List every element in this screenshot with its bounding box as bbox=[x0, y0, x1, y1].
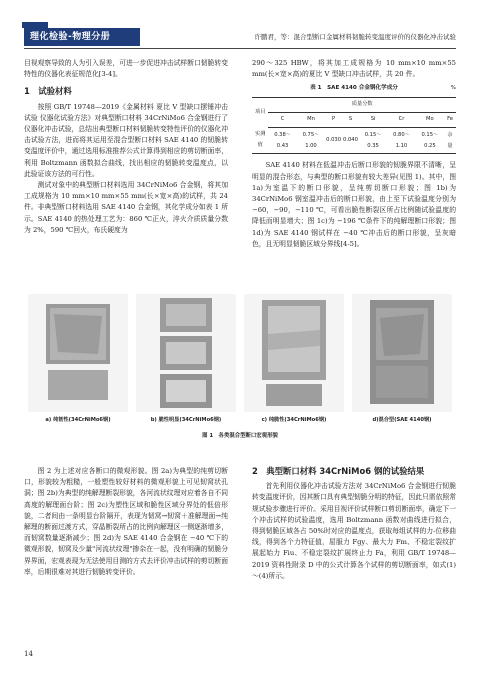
table-cell: 0.15～0.35 bbox=[364, 131, 382, 149]
section-1-paragraph-2: 测试对象中的典型断口材料选用 34CrNiMo6 合金钢，将其加工成规格为 10 mm×10 mm×55 mm(长×宽×高)的试样，共 24 件。非典型断口材料选用 SAE 4140 合金钢，其化学成分如表 1 所示。SAE 4140 的热处理工艺为：860 ℃正火，淬火介质质量分数为 2%，590 ℃回火，布氏硬度为 bbox=[24, 181, 228, 234]
fracture-photo-c bbox=[244, 294, 344, 412]
composition-table bbox=[252, 97, 456, 155]
fracture-photo-d bbox=[352, 294, 452, 412]
table-row-label: 实测值 bbox=[255, 131, 266, 149]
table-1-caption bbox=[252, 83, 456, 94]
right-paragraph-2: SAE 4140 材料在低温冲击后断口形貌的韧脆界限不清晰，呈明显的混合形态，与典型的断口形貌有较大差异(见图 1)。其中，图 1a)为室温下的断口形貌，呈纯剪切断口形貌；图 1b)为 34CrNiMo6 钢室温冲击后的断口形貌，由上至下试验温度分别为 −60，−90，−110 ℃，可看出脆性断裂区所占比例随试验温度的降低而明显增大；图 1c)为 −196 ℃条件下的纯解理断口形貌；图 1d)为 SAE 4140 钢试样在 −40 ℃冲击后的断口形貌，呈灰暗色，且无明显韧脆区域分界线[4-5]。 bbox=[252, 161, 456, 248]
section-2-paragraph-1: 首先利用仪器化冲击试验方法对 34CrNiMo6 合金钢进行韧脆转变温度评价，因其断口具有典型韧脆分明的特征，因此只需依照常规试验步骤进行评价。采用目视评价试样断口剪切断面率，确定下一个冲击试样的试验温度，选用 Boltzmann 函数对曲线进行拟合，得到韧脆区域各占 50%时对应的温度点，获取每组试样的力-位移曲线，得到各个力特征值，屈服力 Fgy、最大力 Fm、不稳定裂纹扩展起始力 Fiu、不稳定裂纹扩展终止力 Fa，利用 GB/T 19748—2019 资料性附录 D 中的公式计算各个试样的剪切断面率，如式(1)～(4)所示。 bbox=[252, 482, 456, 580]
journal-logo bbox=[24, 28, 140, 46]
table-1-unit: % bbox=[450, 85, 456, 92]
table-header-item: 项目 bbox=[255, 108, 266, 115]
fracture-photo-a bbox=[28, 294, 128, 412]
panel-label-b: b) 脆性明显(34CrNiMo6钢) bbox=[150, 417, 222, 423]
section-1-paragraph-1: 按照 GB/T 19748—2019《金属材料 夏比 V 型缺口摆锤冲击试验 仪器化试验方法》对典型断口材料 34CrNiMo6 合金钢进行了仪器化冲击试验，总结出典型断口材料韧脆转变特性评价的仪器化冲击试验方法，进而将其运用至混合型断口材料 SAE 4140 的韧脆转变温度评价中，通过选用标准推荐公式计算得到相应的剪切断面率，利用 Boltzmann 函数拟合曲线，找出相应的韧脆转变温度点，以此验证该方法的可行性。 bbox=[24, 102, 228, 178]
table-col-header: S bbox=[342, 112, 359, 127]
table-cell: 0.030 bbox=[326, 137, 342, 144]
figure-1-caption: 图 1 各类混合型断口宏观形貌 bbox=[202, 433, 278, 439]
running-title: 许鹏君，等：混合型断口金属材料韧脆转变温度评价的仪器化冲击试验 bbox=[254, 33, 456, 41]
page-number: 14 bbox=[24, 650, 33, 658]
table-col-header: Mn bbox=[297, 112, 325, 127]
journal-logo-text: 理化检验-物理分册 bbox=[30, 32, 111, 42]
table-col-header: Si bbox=[359, 112, 387, 127]
figure-1 bbox=[24, 286, 456, 446]
section-2-title: 2 典型断口材料 34CrNiMo6 钢的试验结果 bbox=[252, 466, 425, 476]
table-col-header: Cr bbox=[387, 112, 415, 127]
right-paragraph-1: 290～325 HBW，将其加工成规格为 10 mm×10 mm×55 mm(长×宽×高)的夏比 V 型缺口冲击试样，共 20 件。 bbox=[252, 59, 456, 79]
intro-paragraph: 目视观察导致的人为引入误差，可进一步促进冲击试样断口韧脆转变特性的仪器化表征规范化[3-4]。 bbox=[24, 59, 228, 79]
panel-label-d: d)混合型(SAE 4140钢) bbox=[372, 417, 432, 423]
table-cell: 0.80～1.10 bbox=[393, 131, 410, 149]
table-col-header: Fe bbox=[444, 112, 456, 127]
panel-label-a: a) 纯韧性(34CrNiMo6钢) bbox=[45, 417, 111, 423]
table-1-caption-text: 表 1 SAE 4140 合金钢化学成分 bbox=[310, 85, 398, 92]
table-cell: 0.38～0.43 bbox=[274, 131, 291, 149]
table-header-group: 质量分数 bbox=[268, 97, 456, 112]
bottom-left-column bbox=[24, 466, 228, 578]
bottom-right-column bbox=[252, 466, 456, 582]
table-col-header: C bbox=[268, 112, 296, 127]
table-col-header: P bbox=[325, 112, 342, 127]
figure-2-paragraph: 图 2 为上述对应各断口的微观形貌。图 2a)为典型的纯剪切断口，形貌较为粗糙，一般塑性较好材料的微观形貌上可见韧窝状孔洞；图 2b)为典型的纯解理断裂形貌，各河流状纹理对应着各自不同高度的解理面台阶；图 2c)为塑性区域和脆性区域分界处的低倍形貌，二者间由一条明显台阶隔开，表现为韧窝→韧窝＋准解理面→纯解理的断面过渡方式，穿晶断裂所占的比例向解理区一侧逐渐增多，而韧窝数量逐渐减少；图 2d)为 SAE 4140 合金钢在 −40 ℃下的微观形貌，韧窝及少量"河流状纹理"掺杂在一起，没有明确的韧脆分界界面，宏观表现为无法使用目测的方式去评价冲击试样的剪切断面率，后期很难对其进行韧脆转变评价。 bbox=[24, 467, 228, 576]
table-cell: 0.75～1.00 bbox=[302, 131, 320, 149]
table-cell: 0.15～0.25 bbox=[421, 131, 439, 149]
table-cell: 余量 bbox=[447, 131, 453, 149]
left-column bbox=[24, 58, 228, 236]
section-1-title: 1 试验材料 bbox=[24, 86, 72, 97]
table-col-header: Mo bbox=[416, 112, 444, 127]
right-column bbox=[252, 58, 456, 250]
running-header bbox=[24, 28, 456, 49]
table-cell: 0.040 bbox=[343, 137, 358, 144]
fracture-photo-b bbox=[136, 294, 236, 412]
panel-label-c: c) 纯脆性(34CrNiMo6钢) bbox=[261, 417, 327, 423]
